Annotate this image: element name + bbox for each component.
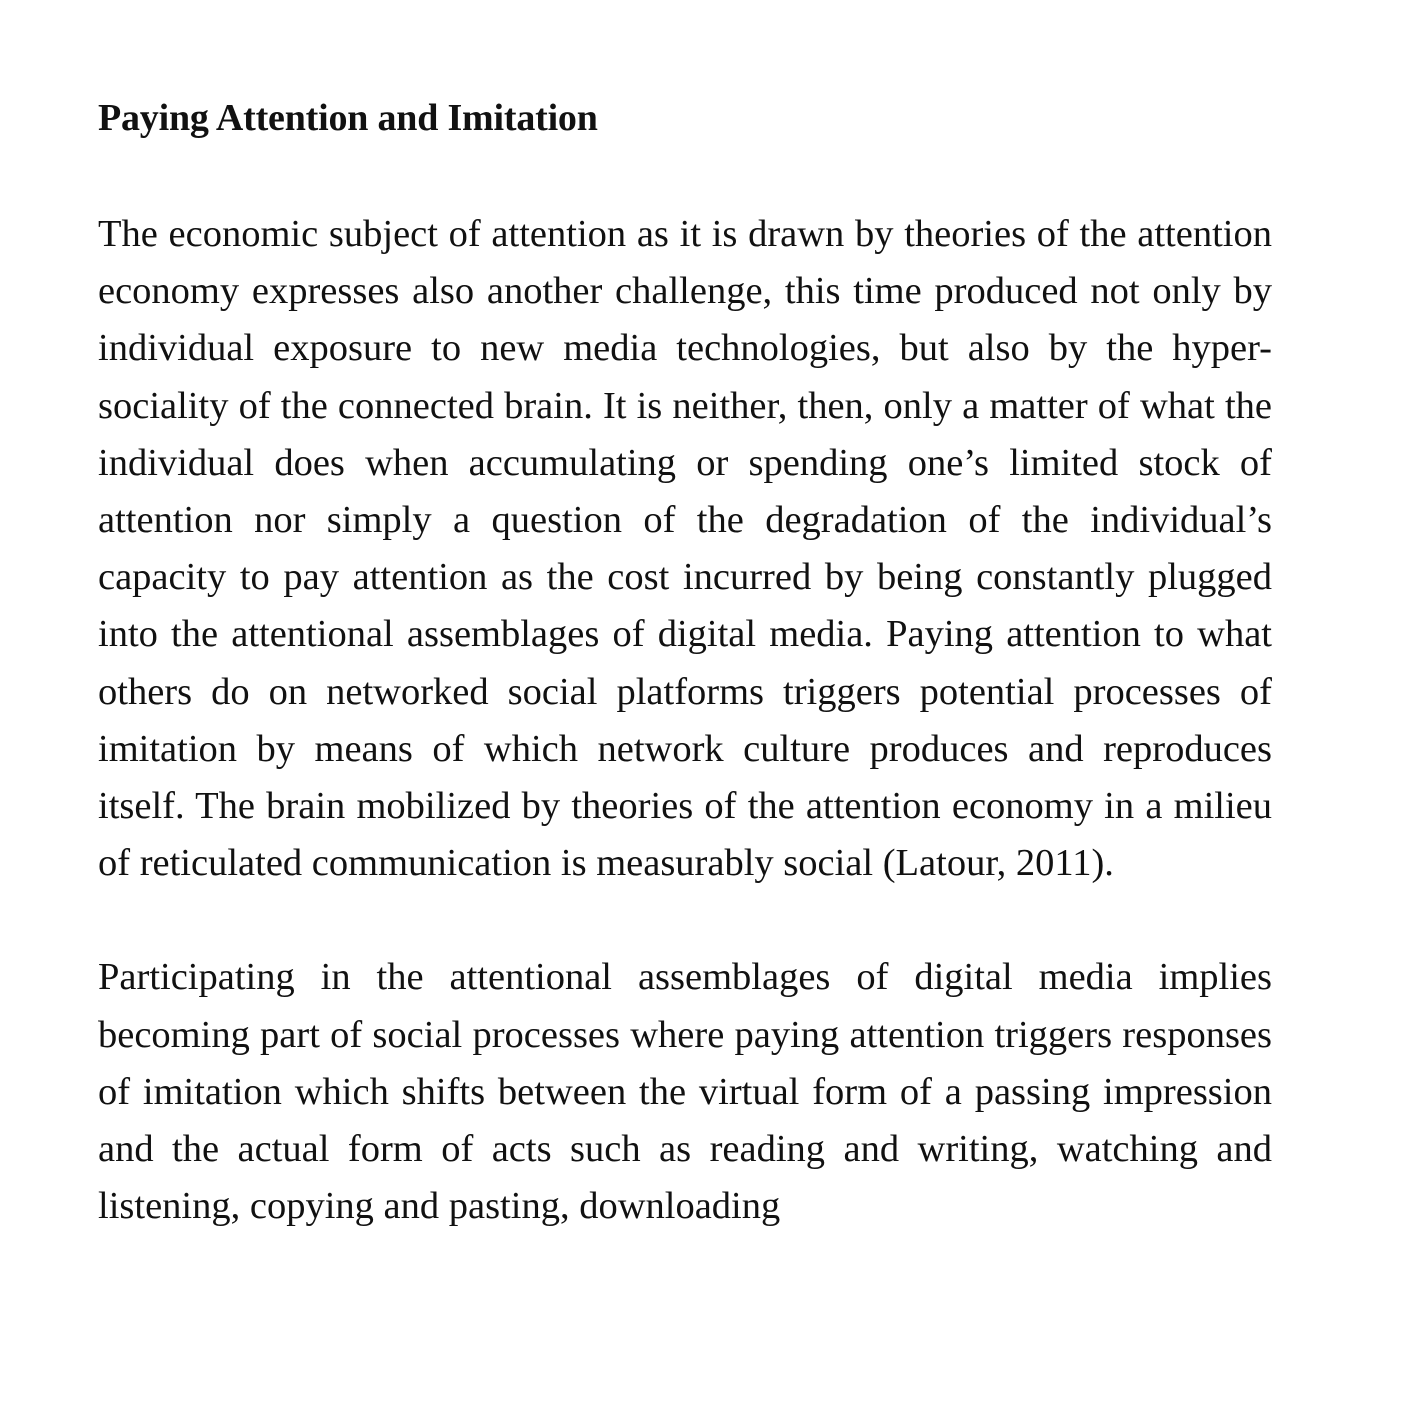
document-page xyxy=(98,92,1272,1235)
body-paragraph: The economic subject of attention as it is drawn by theories of the attention economy expresses also another challenge, this time produced not only by individual exposure to new media technologies, but also by the hyper-sociality of the connected brain. It is neither, then, only a matter of what the individual does when accumulating or spending one’s limited stock of attention nor simply a question of the degradation of the individual’s capacity to pay attention as the cost incurred by being constantly plugged into the attentional assemblages of digital media. Paying attention to what others do on networked social platforms triggers potential processes of imitation by means of which network culture produces and reproduces itself. The brain mobilized by theories of the attention economy in a milieu of reticulated communication is measurably social (Latour, 2011). xyxy=(98,213,1272,885)
section-heading: Paying Attention and Imitation xyxy=(98,97,598,139)
body-paragraph: Participating in the attentional assemblages of digital media implies becoming part of social processes where paying attention triggers responses of imitation which shifts between the virtual form of a passing impression and the actual form of acts such as reading and writing, watching and listening, copying and pasting, downloading xyxy=(98,956,1272,1228)
